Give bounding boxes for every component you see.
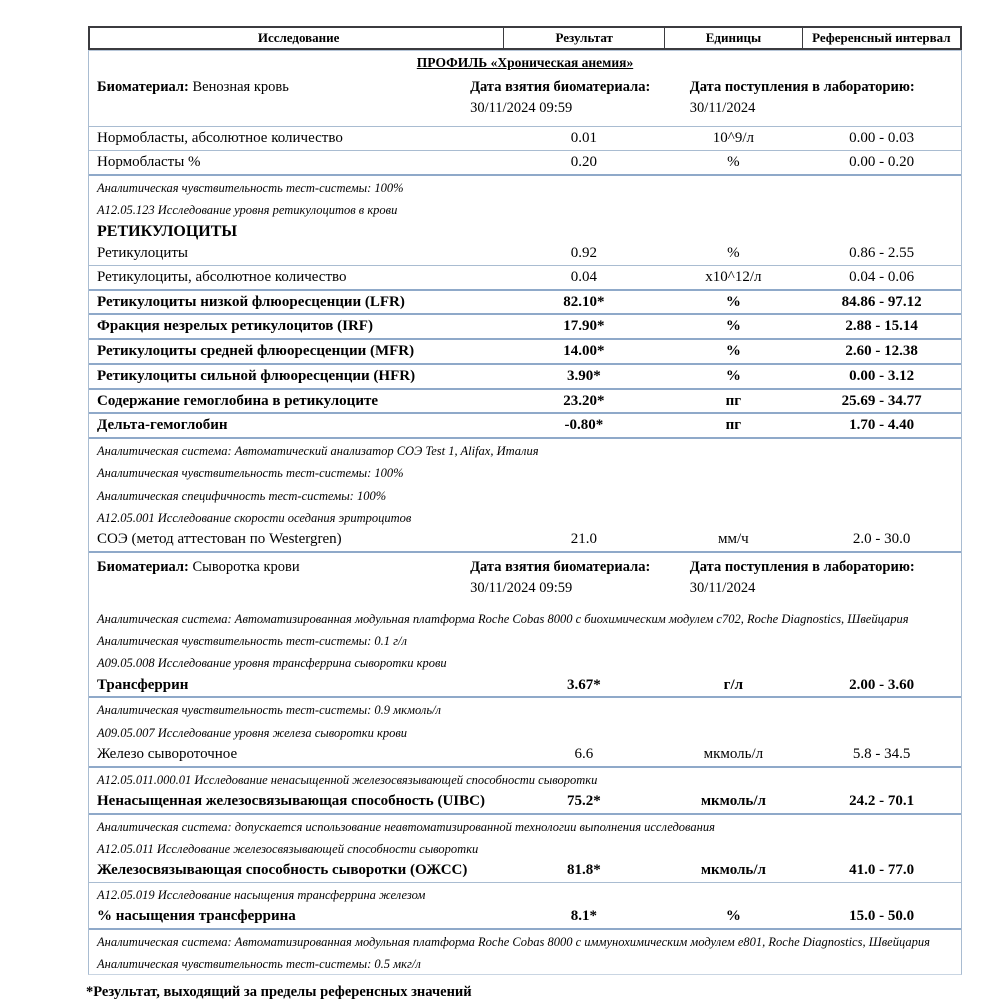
result-row (89, 790, 961, 815)
cell-ref: 25.69 - 34.77 (841, 392, 922, 409)
biomaterial-row (89, 73, 961, 127)
table-header-row (88, 26, 962, 50)
date-received-block (690, 557, 961, 607)
cell-units: % (725, 343, 741, 360)
analytical-note: Аналитическая чувствительность тест-системы: 0.5 мкг/л (97, 957, 421, 972)
analytical-note: А12.05.019 Исследование насыщения трансферрина железом (97, 887, 426, 902)
results-table (88, 26, 962, 975)
cell-ref: 2.00 - 3.60 (849, 676, 915, 693)
cell-ref: 0.00 - 0.20 (849, 153, 915, 170)
cell-ref: 2.0 - 30.0 (852, 531, 911, 548)
cell-ref: 2.88 - 15.14 (845, 318, 918, 335)
analytical-note: Аналитическая чувствительность тест-системы: 100% (97, 466, 404, 481)
biomaterial-label (89, 77, 470, 126)
analytical-note: А12.05.001 Исследование скорости оседания эритроцитов (97, 510, 412, 525)
out-of-range-footnote: *Результат, выходящий за пределы референсных значений (86, 984, 472, 1001)
result-row (89, 414, 961, 439)
cell-name: Ненасыщенная железосвязывающая способность (UIBC) (97, 792, 485, 809)
biomaterial-value: Сыворотка крови (192, 558, 300, 575)
result-row (89, 340, 961, 365)
biomaterial-label (89, 557, 470, 607)
cell-units: % (725, 908, 741, 925)
cell-result: 6.6 (574, 745, 594, 762)
cell-ref: 41.0 - 77.0 (849, 862, 915, 879)
cell-units: пг (725, 392, 742, 409)
cell-result: 0.20 (570, 153, 597, 170)
result-row (89, 743, 961, 768)
result-row (89, 390, 961, 415)
cell-name: Железо сывороточное (97, 745, 238, 762)
analytical-note: Аналитическая чувствительность тест-системы: 0.9 мкмоль/л (97, 703, 441, 718)
result-row (89, 859, 961, 883)
analytical-note: А12.05.011 Исследование железосвязывающей способности сыворотки (97, 841, 479, 856)
analytical-note: А09.05.008 Исследование уровня трансферрина сыворотки крови (97, 656, 447, 671)
cell-name: Ретикулоциты средней флюоресценции (MFR) (97, 343, 415, 360)
cell-name: Железосвязывающая способность сыворотки (ОЖСС) (97, 862, 468, 879)
cell-ref: 0.00 - 0.03 (849, 130, 915, 146)
result-row (89, 528, 961, 553)
cell-units: г/л (723, 676, 744, 693)
column-header-units: Единицы (664, 28, 801, 48)
date-received-label: Дата поступления в лабораторию: (689, 79, 915, 95)
column-header-reference: Референсный интервал (802, 28, 960, 48)
cell-units: % (727, 153, 740, 170)
cell-name: Ретикулоциты, абсолютное количество (97, 268, 347, 285)
cell-units: % (725, 367, 741, 384)
analytical-note: А12.05.011.000.01 Исследование ненасыщенной железосвязывающей способности сыворотки (97, 772, 598, 787)
date-taken-block (470, 557, 690, 607)
profile-title: ПРОФИЛЬ «Хроническая анемия» (416, 55, 634, 70)
cell-result: 81.8* (566, 862, 601, 879)
biomaterial-caption: Биоматериал: (97, 79, 189, 95)
cell-name: Ретикулоциты (97, 245, 188, 262)
cell-units: мкмоль/л (703, 745, 764, 762)
result-row (89, 905, 961, 930)
cell-name: Нормобласты, абсолютное количество (97, 130, 343, 146)
cell-ref: 15.0 - 50.0 (849, 908, 915, 925)
cell-units: % (725, 293, 741, 310)
date-taken-value: 30/11/2024 09:59 (470, 579, 573, 596)
cell-ref: 5.8 - 34.5 (852, 745, 911, 762)
cell-name: Нормобласты % (97, 153, 201, 170)
date-taken-value: 30/11/2024 09:59 (470, 100, 573, 117)
biomaterial-value: Венозная кровь (192, 79, 289, 95)
cell-units: мкмоль/л (700, 862, 766, 879)
cell-units: пг (725, 417, 742, 434)
group-heading: РЕТИКУЛОЦИТЫ (97, 223, 238, 240)
cell-result: 23.20* (563, 392, 605, 409)
cell-name: % насыщения трансферрина (97, 908, 296, 925)
result-row (89, 151, 961, 176)
cell-result: -0.80* (564, 417, 604, 434)
cell-result: 17.90* (563, 318, 605, 335)
cell-name: Ретикулоциты низкой флюоресценции (LFR) (97, 293, 405, 310)
cell-units: % (727, 245, 740, 262)
biomaterial-caption: Биоматериал: (97, 558, 189, 575)
cell-result: 75.2* (566, 792, 601, 809)
cell-result: 3.67* (566, 676, 601, 693)
cell-ref: 0.86 - 2.55 (849, 245, 915, 262)
cell-units: 10^9/л (712, 130, 754, 146)
result-row (89, 674, 961, 699)
date-received-block (690, 77, 961, 126)
date-received-value: 30/11/2024 (689, 100, 756, 117)
result-row (89, 266, 961, 291)
cell-result: 82.10* (563, 293, 605, 310)
analytical-note: Аналитическая чувствительность тест-системы: 0.1 г/л (97, 634, 407, 649)
cell-ref: 1.70 - 4.40 (849, 417, 915, 434)
cell-ref: 2.60 - 12.38 (845, 343, 918, 360)
date-taken-label: Дата взятия биоматериала: (470, 79, 651, 95)
cell-ref: 24.2 - 70.1 (849, 792, 915, 809)
column-header-result: Результат (503, 28, 664, 48)
column-header-test: Исследование (257, 30, 340, 45)
analytical-note: Аналитическая система: Автоматизированная модульная платформа Roche Cobas 8000 с биохимическим модулем c702, Roche Diagnostics, Швейцария (97, 611, 909, 626)
cell-result: 8.1* (570, 908, 597, 925)
analytical-note: А09.05.007 Исследование уровня железа сыворотки крови (97, 725, 408, 740)
cell-units: x10^12/л (705, 268, 762, 285)
cell-units: мкмоль/л (700, 792, 766, 809)
analytical-note: Аналитическая система: Автоматизированная модульная платформа Roche Cobas 8000 с иммунохимическим модулем e801, Roche Diagnostics, Швейцария (97, 934, 930, 949)
cell-ref: 84.86 - 97.12 (841, 293, 922, 310)
cell-name: СОЭ (метод аттестован по Westergren) (97, 531, 342, 548)
table-body (88, 50, 962, 975)
date-taken-label: Дата взятия биоматериала: (470, 558, 651, 575)
cell-ref: 0.04 - 0.06 (849, 268, 915, 285)
analytical-note: Аналитическая чувствительность тест-системы: 100% (97, 180, 404, 195)
cell-units: мм/ч (718, 531, 749, 548)
cell-result: 0.01 (570, 130, 597, 146)
analytical-note: Аналитическая система: допускается использование неавтоматизированной технологии выполнения исследования (97, 819, 715, 834)
cell-name: Содержание гемоглобина в ретикулоците (97, 392, 378, 409)
cell-name: Фракция незрелых ретикулоцитов (IRF) (97, 318, 373, 335)
cell-name: Ретикулоциты сильной флюоресценции (HFR) (97, 367, 416, 384)
result-row (89, 127, 961, 151)
date-received-value: 30/11/2024 (689, 579, 756, 596)
cell-units: % (725, 318, 741, 335)
cell-result: 0.04 (570, 268, 597, 285)
result-row (89, 365, 961, 390)
biomaterial-row (89, 553, 961, 607)
cell-result: 21.0 (570, 531, 597, 548)
cell-ref: 0.00 - 3.12 (849, 367, 915, 384)
cell-name: Трансферрин (97, 676, 189, 693)
result-row (89, 291, 961, 316)
analytical-note: Аналитическая система: Автоматический анализатор СОЭ Test 1, Alifax, Италия (97, 444, 539, 459)
cell-result: 0.92 (570, 245, 597, 262)
result-row (89, 242, 961, 266)
result-row (89, 315, 961, 340)
cell-name: Дельта-гемоглобин (97, 417, 228, 434)
date-received-label: Дата поступления в лабораторию: (689, 558, 915, 575)
cell-result: 3.90* (566, 367, 601, 384)
cell-result: 14.00* (563, 343, 605, 360)
date-taken-block (470, 77, 690, 126)
analytical-note: А12.05.123 Исследование уровня ретикулоцитов в крови (97, 202, 398, 217)
analytical-note: Аналитическая специфичность тест-системы: 100% (97, 488, 387, 503)
